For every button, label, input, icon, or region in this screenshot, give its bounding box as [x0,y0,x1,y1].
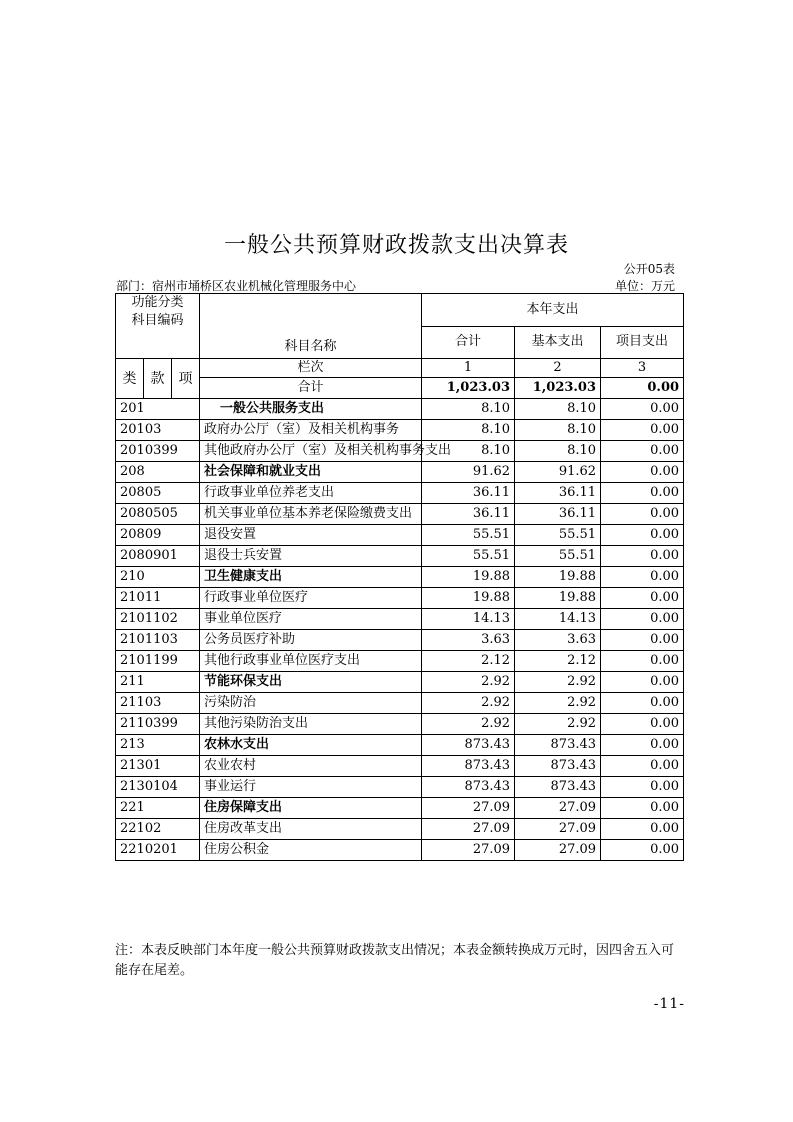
summary-row [116,378,684,399]
table-row [116,798,684,819]
row-project: 0.00 [601,840,684,861]
unit-label: 单位：万元 [614,279,675,293]
row-code: 201 [116,399,200,420]
row-name: 社会保障和就业支出 [200,462,422,483]
row-project: 0.00 [601,420,684,441]
row-name: 农林水支出 [200,735,422,756]
row-name: 事业单位医疗 [200,609,422,630]
row-name: 住房公积金 [200,840,422,861]
table-row [116,693,684,714]
row-code: 21011 [116,588,200,609]
row-code: 2210201 [116,840,200,861]
row-project: 0.00 [601,483,684,504]
row-project: 0.00 [601,441,684,462]
row-name: 污染防治 [200,693,422,714]
row-code: 22102 [116,819,200,840]
row-code: 21103 [116,693,200,714]
row-basic: 2.12 [515,651,601,672]
row-basic: 2.92 [515,693,601,714]
row-total: 55.51 [422,546,515,567]
header-annual-expense: 本年支出 [422,294,684,327]
row-basic: 8.10 [515,399,601,420]
row-total: 873.43 [422,735,515,756]
table-row [116,672,684,693]
row-name: 退役士兵安置 [200,546,422,567]
row-basic: 55.51 [515,546,601,567]
row-total: 3.63 [422,630,515,651]
row-project: 0.00 [601,714,684,735]
table-row [116,756,684,777]
row-basic: 27.09 [515,840,601,861]
row-name: 事业运行 [200,777,422,798]
row-project: 0.00 [601,651,684,672]
row-total: 91.62 [422,462,515,483]
table-row [116,504,684,525]
row-name: 其他行政事业单位医疗支出 [200,651,422,672]
row-name: 其他污染防治支出 [200,714,422,735]
row-total: 19.88 [422,567,515,588]
row-basic: 873.43 [515,756,601,777]
header-project: 项目支出 [601,326,684,359]
header-total: 合计 [422,326,515,359]
table-row [116,651,684,672]
row-project: 0.00 [601,567,684,588]
row-code: 221 [116,798,200,819]
row-name: 农业农村 [200,756,422,777]
table-row [116,735,684,756]
table-row [116,567,684,588]
row-basic: 873.43 [515,777,601,798]
row-basic: 873.43 [515,735,601,756]
summary-basic: 1,023.03 [515,378,601,399]
row-total: 55.51 [422,525,515,546]
table-row [116,483,684,504]
row-total: 36.11 [422,504,515,525]
row-basic: 3.63 [515,630,601,651]
row-total: 8.10 [422,441,515,462]
header-col3: 3 [601,359,684,378]
row-basic: 27.09 [515,798,601,819]
row-project: 0.00 [601,588,684,609]
row-name: 卫生健康支出 [200,567,422,588]
row-code: 20805 [116,483,200,504]
form-number: 公开05表 [623,262,675,276]
row-total: 14.13 [422,609,515,630]
row-name: 政府办公厅（室）及相关机构事务 [200,420,422,441]
row-name: 住房保障支出 [200,798,422,819]
header-lei: 类 [116,359,144,399]
row-code: 213 [116,735,200,756]
expenditure-table [115,293,684,861]
row-project: 0.00 [601,609,684,630]
row-project: 0.00 [601,672,684,693]
row-name: 其他政府办公厅（室）及相关机构事务支出 [200,441,422,462]
header-column-index: 栏次 [200,359,422,378]
summary-project: 0.00 [601,378,684,399]
row-total: 2.92 [422,714,515,735]
row-basic: 8.10 [515,420,601,441]
row-project: 0.00 [601,630,684,651]
row-project: 0.00 [601,819,684,840]
summary-total: 1,023.03 [422,378,515,399]
table-row [116,819,684,840]
row-code: 2130104 [116,777,200,798]
row-basic: 91.62 [515,462,601,483]
row-total: 27.09 [422,798,515,819]
footnote: 注：本表反映部门本年度一般公共预算财政拨款支出情况；本表金额转换成万元时，因四舍五入可能存在尾差。 [115,943,675,978]
row-code: 2101102 [116,609,200,630]
row-total: 2.12 [422,651,515,672]
table-row [116,609,684,630]
row-project: 0.00 [601,546,684,567]
row-name: 一般公共服务支出 [200,399,422,420]
row-total: 27.09 [422,819,515,840]
row-code: 2101103 [116,630,200,651]
row-total: 2.92 [422,672,515,693]
header-func-class [116,294,200,359]
header-subject-name: 科目名称 [200,294,422,359]
row-basic: 14.13 [515,609,601,630]
page-title: 一般公共预算财政拨款支出决算表 [223,233,569,258]
row-total: 19.88 [422,588,515,609]
row-code: 2010399 [116,441,200,462]
row-basic: 19.88 [515,567,601,588]
header-func-class-label: 功能分类 [131,295,184,310]
row-total: 873.43 [422,777,515,798]
row-project: 0.00 [601,735,684,756]
row-project: 0.00 [601,798,684,819]
header-subject-code-label: 科目编码 [131,313,184,328]
table-row [116,714,684,735]
row-basic: 2.92 [515,714,601,735]
table-row [116,462,684,483]
row-total: 8.10 [422,399,515,420]
table-row [116,399,684,420]
table-row [116,777,684,798]
header-col1: 1 [422,359,515,378]
row-basic: 55.51 [515,525,601,546]
row-project: 0.00 [601,462,684,483]
row-basic: 27.09 [515,819,601,840]
row-name: 机关事业单位基本养老保险缴费支出 [200,504,422,525]
header-kuan: 款 [144,359,172,399]
table-row [116,588,684,609]
row-total: 873.43 [422,756,515,777]
row-basic: 19.88 [515,588,601,609]
summary-label: 合计 [200,378,422,399]
row-code: 211 [116,672,200,693]
table-row [116,420,684,441]
header-basic: 基本支出 [515,326,601,359]
table-row [116,546,684,567]
row-project: 0.00 [601,399,684,420]
row-code: 2110399 [116,714,200,735]
row-basic: 36.11 [515,483,601,504]
row-name: 退役安置 [200,525,422,546]
row-project: 0.00 [601,525,684,546]
table-row [116,630,684,651]
row-code: 20809 [116,525,200,546]
row-project: 0.00 [601,756,684,777]
row-name: 行政事业单位养老支出 [200,483,422,504]
row-total: 36.11 [422,483,515,504]
row-code: 2101199 [116,651,200,672]
department-label: 部门：宿州市埇桥区农业机械化管理服务中心 [116,279,357,293]
table-row [116,840,684,861]
row-name: 行政事业单位医疗 [200,588,422,609]
row-code: 21301 [116,756,200,777]
row-total: 27.09 [422,840,515,861]
row-name: 节能环保支出 [200,672,422,693]
row-basic: 8.10 [515,441,601,462]
row-code: 2080505 [116,504,200,525]
header-xiang: 项 [172,359,200,399]
table-row [116,441,684,462]
page-number: -11- [653,996,685,1012]
row-project: 0.00 [601,504,684,525]
row-basic: 36.11 [515,504,601,525]
row-total: 2.92 [422,693,515,714]
row-total: 8.10 [422,420,515,441]
table-row [116,525,684,546]
row-code: 208 [116,462,200,483]
row-basic: 2.92 [515,672,601,693]
row-project: 0.00 [601,693,684,714]
row-project: 0.00 [601,777,684,798]
row-code: 2080901 [116,546,200,567]
header-col2: 2 [515,359,601,378]
row-code: 20103 [116,420,200,441]
row-code: 210 [116,567,200,588]
row-name: 住房改革支出 [200,819,422,840]
row-name: 公务员医疗补助 [200,630,422,651]
